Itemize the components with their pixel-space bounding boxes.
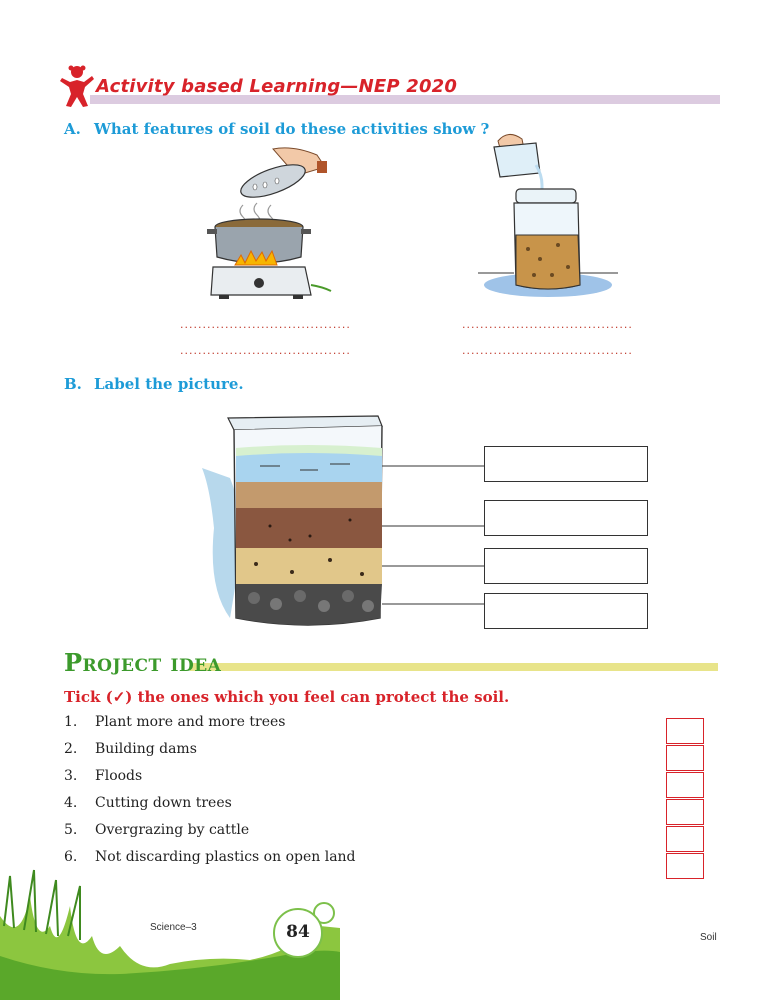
section-b-label: B. — [64, 375, 82, 393]
footer-chapter: Soil — [700, 932, 717, 943]
answer-line-a1[interactable]: ...................................... — [180, 318, 351, 331]
label-box-4[interactable] — [484, 593, 648, 629]
list-item-number: 2. — [64, 741, 78, 757]
list-item — [64, 822, 249, 838]
project-instruction: Tick (✓) the ones which you feel can protect the soil. — [64, 688, 510, 706]
page-number: 84 — [273, 908, 323, 958]
list-item-text: Floods — [95, 768, 143, 784]
answer-line-a3[interactable]: ...................................... — [462, 318, 633, 331]
section-a-heading — [64, 120, 489, 138]
cooking-pot-illustration — [205, 145, 335, 305]
list-item — [64, 714, 285, 730]
section-a-question: What features of soil do these activities show ? — [94, 120, 490, 138]
jar-water-illustration — [478, 125, 618, 300]
list-item-text: Plant more and more trees — [95, 714, 286, 730]
child-mascot-icon — [58, 64, 96, 108]
tick-checkbox-4[interactable] — [666, 799, 704, 825]
tick-checkbox-5[interactable] — [666, 826, 704, 852]
answer-line-a4[interactable]: ...................................... — [462, 344, 633, 357]
list-item — [64, 795, 232, 811]
label-box-3[interactable] — [484, 548, 648, 584]
project-bar — [190, 663, 718, 671]
footer-book-title: Science–3 — [150, 922, 197, 933]
section-b-question: Label the picture. — [94, 375, 244, 393]
list-item — [64, 768, 142, 784]
list-item-text: Building dams — [95, 741, 197, 757]
list-item-number: 3. — [64, 768, 78, 784]
header-title: Activity based Learning—NEP 2020 — [96, 76, 458, 97]
list-item-text: Cutting down trees — [95, 795, 232, 811]
list-item-number: 5. — [64, 822, 78, 838]
answer-line-a2[interactable]: ...................................... — [180, 344, 351, 357]
list-item-text: Overgrazing by cattle — [95, 822, 250, 838]
label-box-2[interactable] — [484, 500, 648, 536]
section-a-label: A. — [64, 120, 81, 138]
tick-checkbox-2[interactable] — [666, 745, 704, 771]
label-box-1[interactable] — [484, 446, 648, 482]
list-item — [64, 741, 197, 757]
tick-checkbox-1[interactable] — [666, 718, 704, 744]
tick-checkbox-6[interactable] — [666, 853, 704, 879]
list-item-number: 1. — [64, 714, 78, 730]
soil-layers-beaker-illustration — [200, 408, 490, 638]
list-item-number: 6. — [64, 849, 78, 865]
section-b-heading — [64, 375, 244, 393]
list-item-text: Not discarding plastics on open land — [95, 849, 356, 865]
tick-checkbox-3[interactable] — [666, 772, 704, 798]
list-item-number: 4. — [64, 795, 78, 811]
project-title: Project idea — [64, 648, 222, 677]
